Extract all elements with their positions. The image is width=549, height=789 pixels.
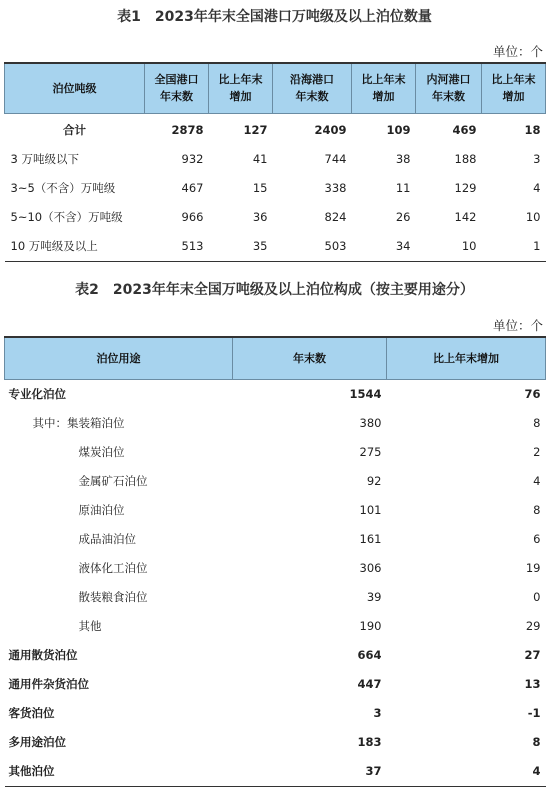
cell-value: 39 (366, 590, 382, 604)
table-row (5, 728, 546, 757)
cell-value: 275 (359, 445, 382, 459)
table-row (5, 554, 546, 583)
table2-header-row (5, 337, 546, 379)
cell-value: 4 (533, 474, 541, 488)
table-row (5, 699, 546, 728)
table-row (5, 757, 546, 787)
row-label: 液体化工泊位 (78, 561, 148, 575)
row-label: 10 万吨级及以上 (10, 239, 98, 253)
cell-value: 0 (533, 590, 541, 604)
table2-unit: 单位：个 (492, 318, 543, 333)
cell-value: 37 (365, 764, 382, 778)
table2-header-2: 比上年末增加 (387, 337, 546, 379)
cell-value: 513 (181, 239, 204, 253)
table-row (5, 525, 546, 554)
cell-value: 6 (533, 532, 541, 546)
cell-value: 76 (524, 387, 541, 401)
cell-value: 129 (454, 181, 477, 195)
cell-value: -1 (527, 706, 541, 720)
row-label: 专业化泊位 (8, 387, 66, 401)
cell-value: 3 (373, 706, 382, 720)
table-row (5, 467, 546, 496)
berth-tonnage-table (4, 62, 546, 262)
cell-value: 2409 (314, 123, 347, 137)
table-row (5, 203, 546, 232)
cell-value: 4 (532, 764, 541, 778)
row-label: 3 万吨级以下 (10, 152, 79, 166)
table1-header-0: 泊位吨级 (5, 63, 145, 113)
row-label: 3~5（不含）万吨级 (10, 181, 116, 195)
row-label: 原油泊位 (78, 503, 125, 517)
row-label: 其中：集装箱泊位 (32, 416, 125, 430)
table1-header-1: 全国港口 年末数 (145, 63, 209, 113)
table-row (5, 174, 546, 203)
cell-value: 932 (181, 152, 204, 166)
cell-value: 3 (533, 152, 541, 166)
cell-value: 19 (525, 561, 541, 575)
row-label: 散装粮食泊位 (78, 590, 148, 604)
table-row (5, 641, 546, 670)
cell-value: 4 (533, 181, 541, 195)
table1-unit: 单位：个 (492, 44, 543, 59)
cell-value: 190 (359, 619, 382, 633)
cell-value: 15 (252, 181, 268, 195)
row-label: 金属矿石泊位 (78, 474, 148, 488)
row-label: 通用散货泊位 (8, 648, 78, 662)
table-row (5, 232, 546, 262)
cell-value: 29 (525, 619, 541, 633)
cell-value: 109 (386, 123, 411, 137)
cell-value: 13 (524, 677, 541, 691)
table2-header-1: 年末数 (233, 337, 387, 379)
cell-value: 2 (533, 445, 541, 459)
cell-value: 27 (524, 648, 541, 662)
cell-value: 966 (181, 210, 204, 224)
row-label: 5~10（不含）万吨级 (10, 210, 123, 224)
table1-header-5: 内河港口 年末数 (416, 63, 482, 113)
cell-value: 36 (252, 210, 268, 224)
table-row (5, 496, 546, 525)
cell-value: 8 (533, 503, 541, 517)
row-label: 通用件杂货泊位 (8, 677, 89, 691)
cell-value: 380 (359, 416, 382, 430)
cell-value: 26 (395, 210, 411, 224)
cell-value: 1544 (349, 387, 382, 401)
cell-value: 338 (324, 181, 347, 195)
cell-value: 142 (454, 210, 477, 224)
cell-value: 467 (181, 181, 204, 195)
cell-value: 101 (359, 503, 382, 517)
row-label: 其他泊位 (8, 764, 55, 778)
row-label: 成品油泊位 (78, 532, 136, 546)
cell-value: 664 (357, 648, 382, 662)
cell-value: 161 (359, 532, 382, 546)
table-row (5, 379, 546, 409)
cell-value: 1 (533, 239, 541, 253)
cell-value: 38 (395, 152, 411, 166)
cell-value: 744 (324, 152, 347, 166)
cell-value: 2878 (171, 123, 204, 137)
row-label: 合计 (63, 123, 86, 137)
cell-value: 8 (533, 416, 541, 430)
cell-value: 183 (357, 735, 382, 749)
cell-value: 92 (366, 474, 382, 488)
table1-title: 表1 2023年年末全国港口万吨级及以上泊位数量 (117, 9, 432, 25)
cell-value: 188 (454, 152, 477, 166)
table1-header-3: 沿海港口 年末数 (273, 63, 352, 113)
table1-header-2: 比上年末 增加 (209, 63, 273, 113)
row-label: 煤炭泊位 (78, 445, 125, 459)
table-row (5, 583, 546, 612)
table1-header-row (5, 63, 546, 113)
table-row (5, 409, 546, 438)
cell-value: 8 (532, 735, 541, 749)
table-row (5, 113, 546, 145)
cell-value: 127 (243, 123, 268, 137)
cell-value: 11 (395, 181, 411, 195)
table1-header-6: 比上年末 增加 (482, 63, 546, 113)
table2-title: 表2 2023年年末全国万吨级及以上泊位构成（按主要用途分） (75, 282, 474, 298)
cell-value: 10 (525, 210, 541, 224)
row-label: 多用途泊位 (8, 735, 66, 749)
table2-header-0: 泊位用途 (5, 337, 233, 379)
table1-header-4: 比上年末 增加 (352, 63, 416, 113)
cell-value: 306 (359, 561, 382, 575)
cell-value: 34 (395, 239, 411, 253)
cell-value: 35 (252, 239, 268, 253)
cell-value: 469 (452, 123, 477, 137)
table-row (5, 612, 546, 641)
row-label: 其他 (78, 619, 102, 633)
cell-value: 18 (524, 123, 541, 137)
table-row (5, 670, 546, 699)
cell-value: 447 (357, 677, 382, 691)
cell-value: 10 (461, 239, 477, 253)
cell-value: 824 (324, 210, 347, 224)
row-label: 客货泊位 (8, 706, 55, 720)
table-row (5, 438, 546, 467)
table-row (5, 145, 546, 174)
berth-usage-table (4, 336, 546, 787)
cell-value: 41 (252, 152, 268, 166)
cell-value: 503 (324, 239, 347, 253)
